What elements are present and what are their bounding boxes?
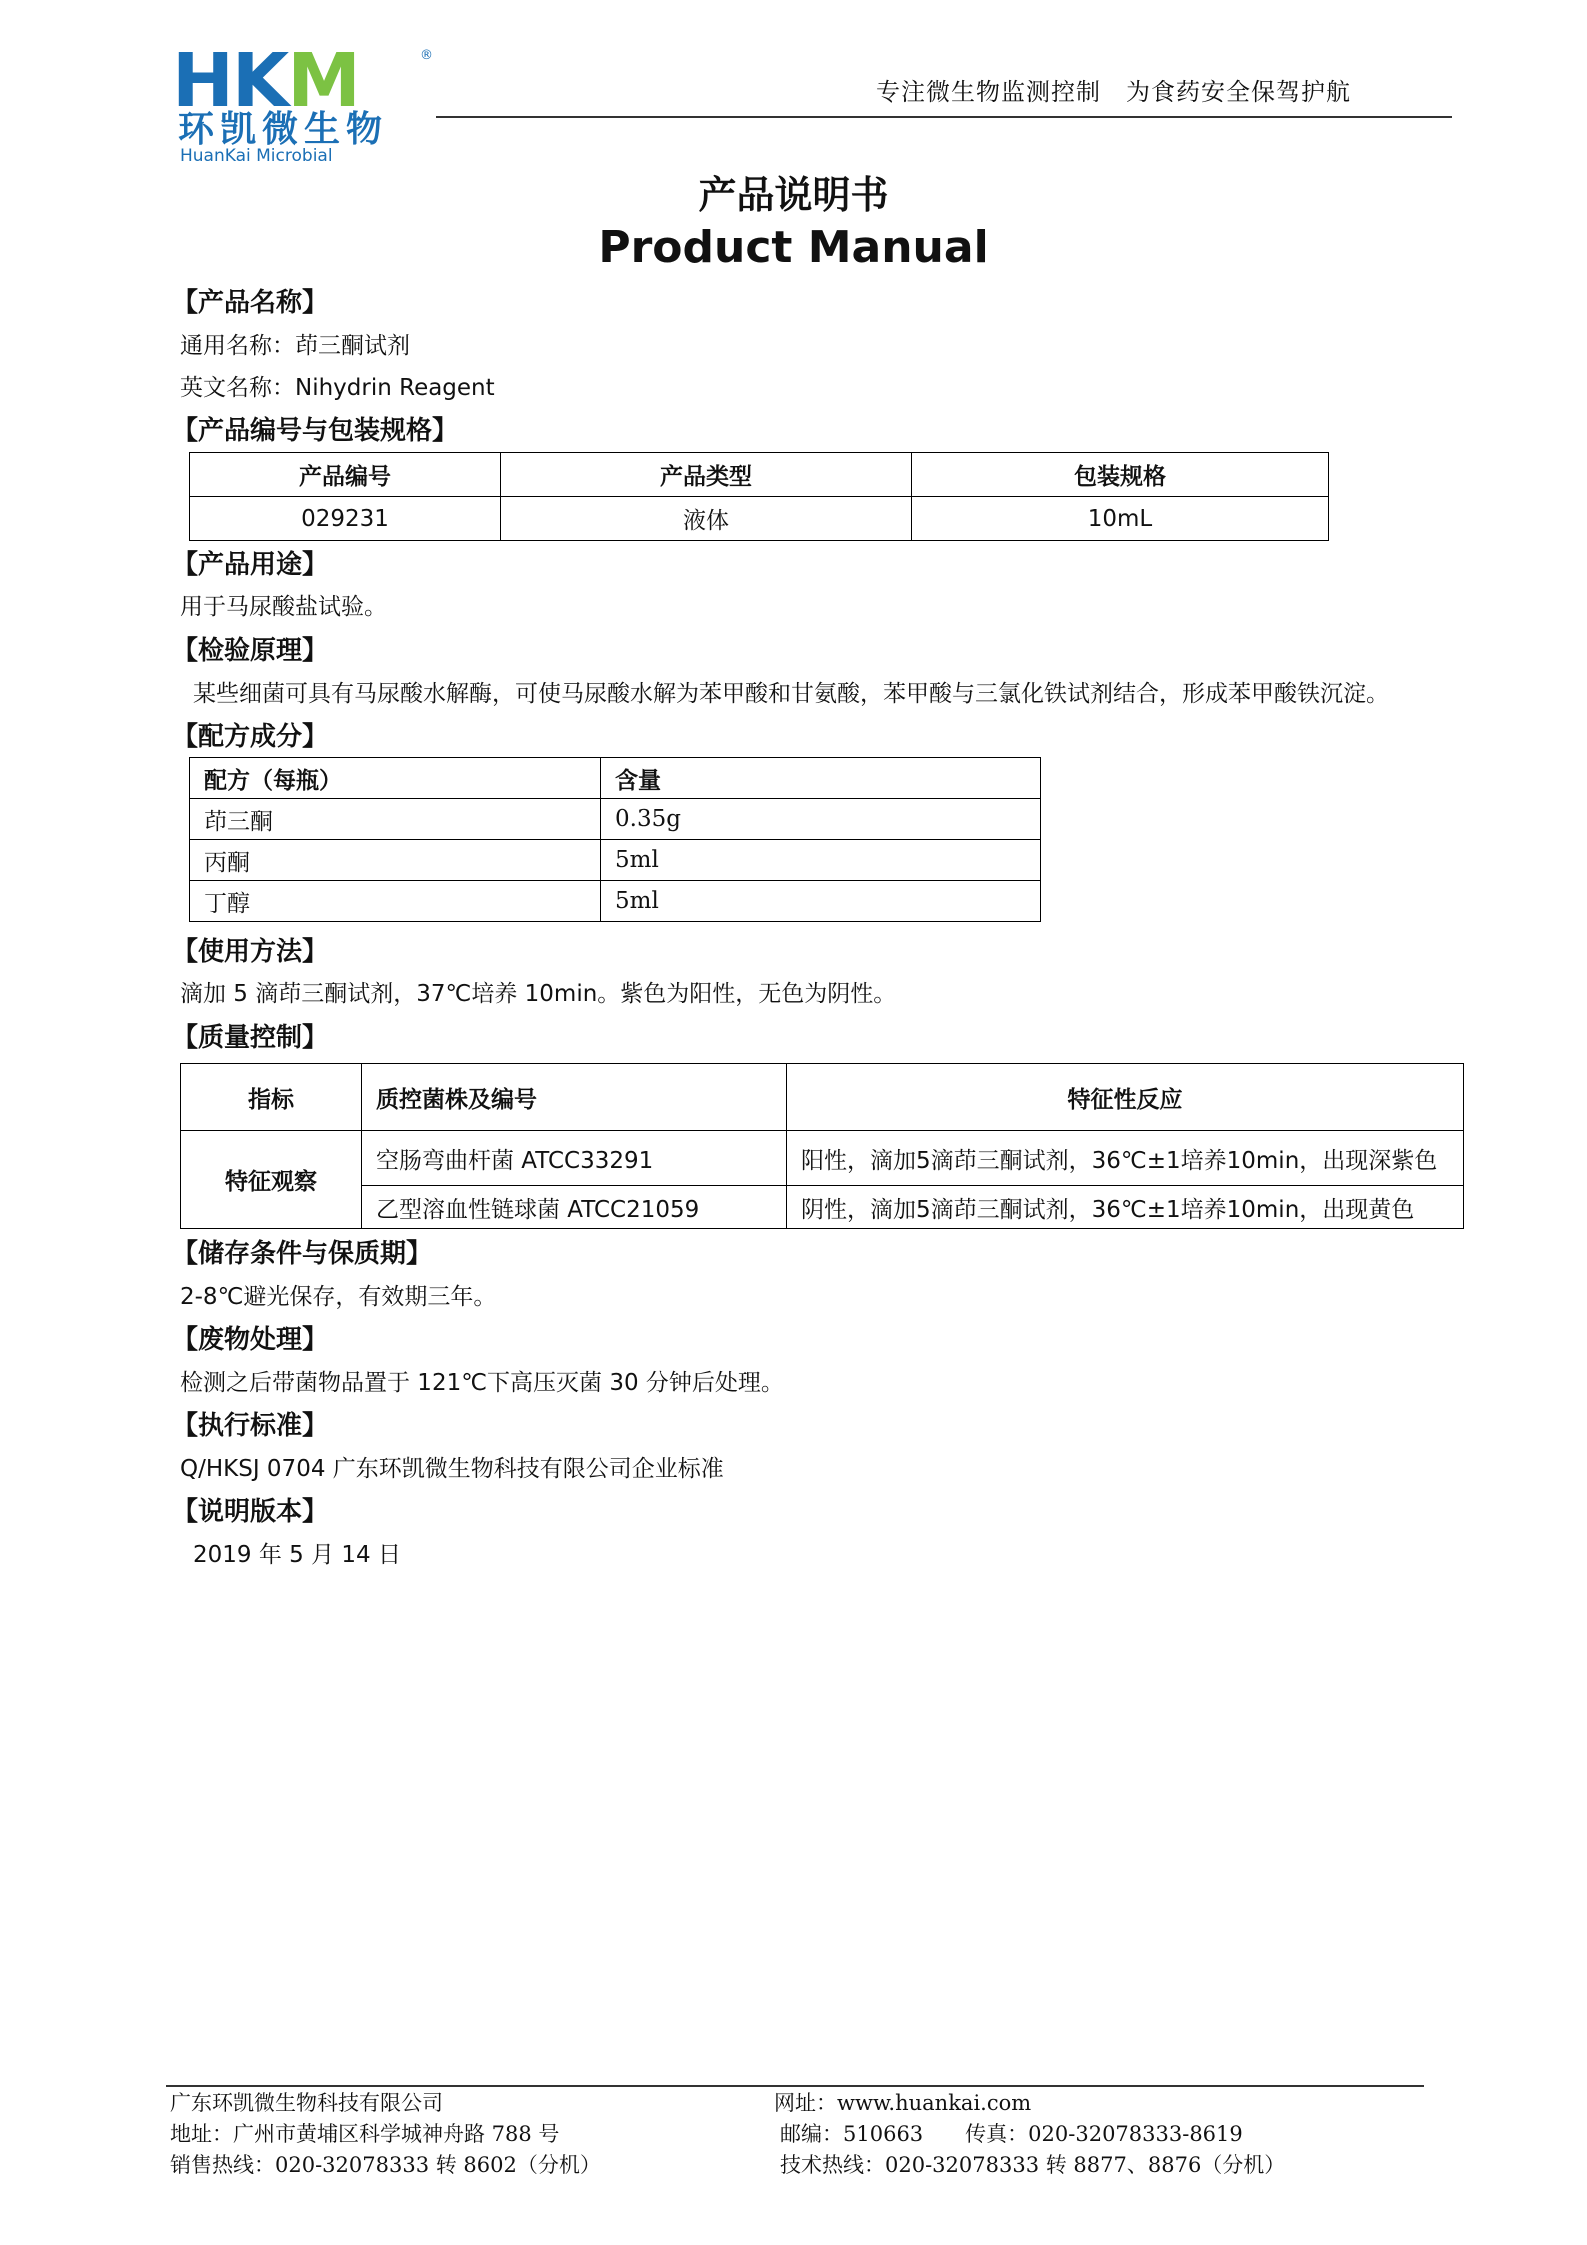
formula-amount: 5ml — [601, 840, 1041, 881]
qc-table — [180, 1063, 1464, 1229]
page-title-cn: 产品说明书 — [698, 173, 889, 217]
section-heading-version: 【说明版本】 — [172, 1497, 329, 1527]
table-row — [190, 840, 1041, 881]
qc-header-strain: 质控菌株及编号 — [362, 1064, 787, 1131]
section-heading-waste: 【废物处理】 — [172, 1325, 329, 1355]
spec-header-code: 产品编号 — [190, 453, 501, 497]
header-slogan: 专注微生物监测控制 为食药安全保驾护航 — [876, 78, 1351, 106]
section-heading-use: 【产品用途】 — [172, 550, 329, 580]
table-row — [190, 497, 1329, 541]
spec-header-package: 包装规格 — [912, 453, 1329, 497]
section-heading-standard: 【执行标准】 — [172, 1411, 329, 1441]
logo-english-name: HuanKai Microbial — [180, 146, 333, 166]
principle-text: 某些细菌可具有马尿酸水解酶，可使马尿酸水解为苯甲酸和甘氨酸，苯甲酸与三氯化铁试剂结合，形成苯甲酸铁沉淀。 — [193, 681, 1389, 707]
table-row — [181, 1131, 1464, 1186]
qc-group: 特征观察 — [181, 1131, 362, 1229]
footer-tech-hotline: 技术热线：020-32078333 转 8877、8876（分机） — [780, 2153, 1286, 2177]
logo-m: M — [287, 38, 359, 124]
storage-text: 2-8℃避光保存，有效期三年。 — [180, 1284, 497, 1310]
formula-amount: 0.35g — [601, 799, 1041, 840]
spec-code: 029231 — [190, 497, 501, 541]
section-heading-product-name: 【产品名称】 — [172, 288, 329, 318]
english-name: 英文名称：Nihydrin Reagent — [180, 375, 495, 401]
use-text: 用于马尿酸盐试验。 — [180, 594, 387, 620]
general-name: 通用名称：茚三酮试剂 — [180, 333, 410, 359]
qc-reaction: 阴性，滴加5滴茚三酮试剂，36℃±1培养10min，出现黄色 — [787, 1186, 1464, 1229]
footer-divider — [166, 2085, 1424, 2087]
standard-text: Q/HKSJ 0704 广东环凯微生物科技有限公司企业标准 — [180, 1456, 724, 1482]
version-date: 2019 年 5 月 14 日 — [193, 1542, 401, 1568]
section-heading-principle: 【检验原理】 — [172, 636, 329, 666]
section-heading-storage: 【储存条件与保质期】 — [172, 1239, 433, 1269]
section-heading-spec: 【产品编号与包装规格】 — [172, 416, 459, 446]
footer-postal-fax: 邮编：510663 传真：020-32078333-8619 — [780, 2122, 1243, 2146]
table-row — [190, 799, 1041, 840]
spec-type: 液体 — [501, 497, 912, 541]
table-row — [181, 1186, 1464, 1229]
footer-address: 地址：广州市黄埔区科学城神舟路 788 号 — [170, 2122, 560, 2146]
spec-table — [189, 452, 1329, 541]
formula-table — [189, 757, 1041, 922]
qc-strain: 乙型溶血性链球菌 ATCC21059 — [362, 1186, 787, 1229]
footer-company: 广东环凯微生物科技有限公司 — [170, 2091, 443, 2115]
table-row — [190, 881, 1041, 922]
footer-website[interactable]: 网址：www.huankai.com — [774, 2091, 1032, 2115]
page-title-en: Product Manual — [598, 222, 989, 273]
logo-hk: HK — [172, 38, 288, 124]
spec-package: 10mL — [912, 497, 1329, 541]
header-divider — [436, 116, 1452, 118]
formula-ingredient: 茚三酮 — [190, 799, 601, 840]
spec-header-type: 产品类型 — [501, 453, 912, 497]
qc-strain: 空肠弯曲杆菌 ATCC33291 — [362, 1131, 787, 1186]
formula-header-name: 配方（每瓶） — [190, 758, 601, 799]
method-text: 滴加 5 滴茚三酮试剂，37℃培养 10min。紫色为阳性，无色为阴性。 — [180, 981, 897, 1007]
section-heading-method: 【使用方法】 — [172, 937, 329, 967]
section-heading-qc: 【质量控制】 — [172, 1023, 329, 1053]
qc-header-indicator: 指标 — [181, 1064, 362, 1131]
logo-chinese-name: 环凯微生物 — [178, 109, 389, 150]
qc-reaction: 阳性，滴加5滴茚三酮试剂，36℃±1培养10min，出现深紫色 — [787, 1131, 1464, 1186]
registered-mark: ® — [420, 48, 433, 63]
footer-sales-hotline: 销售热线：020-32078333 转 8602（分机） — [170, 2153, 601, 2177]
section-heading-formula: 【配方成分】 — [172, 722, 329, 752]
formula-amount: 5ml — [601, 881, 1041, 922]
formula-ingredient: 丁醇 — [190, 881, 601, 922]
formula-ingredient: 丙酮 — [190, 840, 601, 881]
formula-header-amount: 含量 — [601, 758, 1041, 799]
qc-header-reaction: 特征性反应 — [787, 1064, 1464, 1131]
brand-logo — [172, 38, 359, 124]
waste-text: 检测之后带菌物品置于 121℃下高压灭菌 30 分钟后处理。 — [180, 1370, 784, 1396]
